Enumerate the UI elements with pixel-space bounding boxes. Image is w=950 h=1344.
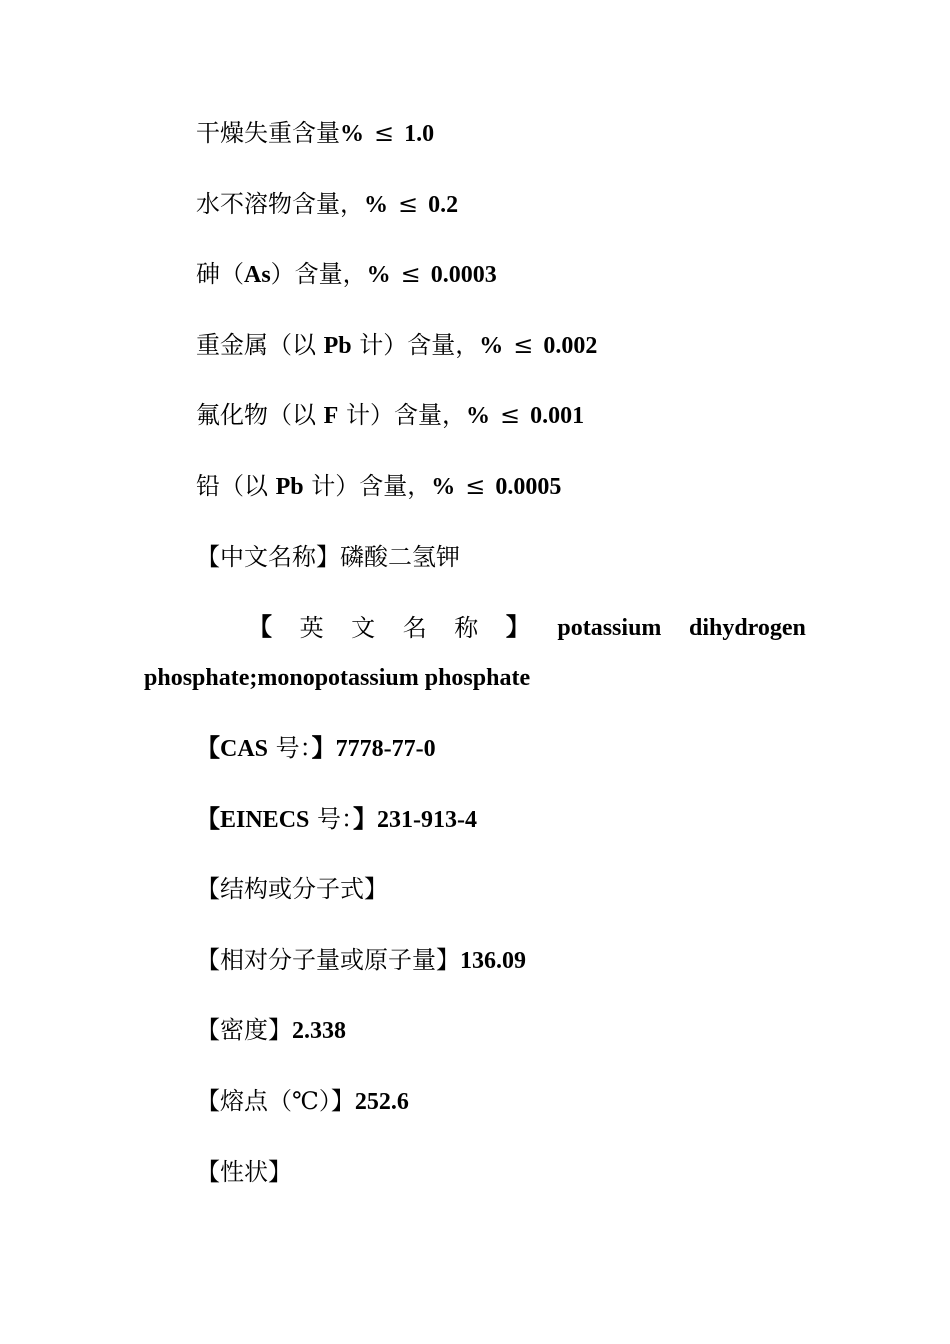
english-name-char: 文 <box>351 614 376 642</box>
spec-label-element: F <box>323 403 339 429</box>
spec-unit: % <box>364 192 388 218</box>
spec-water-insoluble <box>196 189 458 220</box>
appearance-line <box>196 1157 292 1187</box>
cas-value: 7778-77-0 <box>335 736 436 762</box>
spec-label-pre: 砷（ <box>196 260 244 288</box>
spec-label-post: ）含量， <box>270 260 367 288</box>
spec-unit: % <box>479 333 504 359</box>
english-name-bracket-close: 】 <box>505 615 530 641</box>
structure-label: 【结构或分子式】 <box>196 875 388 903</box>
spec-lead <box>196 471 561 502</box>
bracket-open: 【 <box>196 807 220 833</box>
einecs-label: 号： <box>309 805 354 833</box>
bracket-close: 】 <box>311 736 336 762</box>
spec-value: 0.2 <box>428 192 459 218</box>
spec-fluoride <box>196 400 584 431</box>
spec-value: 0.0003 <box>430 262 497 288</box>
english-name-word: potassium <box>557 615 662 641</box>
english-name-char: 英 <box>299 614 324 642</box>
spec-label-post: 计）含量， <box>338 401 466 429</box>
chinese-name-label: 【中文名称】 <box>196 543 340 571</box>
cas-line <box>196 733 436 764</box>
density-label: 【密度】 <box>196 1016 292 1044</box>
molar-mass-value: 136.09 <box>460 948 526 974</box>
spec-label-element: As <box>244 262 271 288</box>
molar-mass-label: 【相对分子量或原子量】 <box>196 946 460 974</box>
cas-label-bold: CAS <box>220 736 269 762</box>
spec-label-element: Pb <box>275 474 304 500</box>
density-line <box>196 1015 346 1046</box>
english-name-word: dihydrogen <box>688 615 806 641</box>
spec-label-post: 计）含量， <box>303 472 432 500</box>
english-name-char: 称 <box>454 614 479 642</box>
melting-point-label: 【熔点（℃）】 <box>196 1087 355 1115</box>
spec-operator: ≤ <box>398 190 419 218</box>
spec-arsenic <box>196 259 497 290</box>
spec-label: 干燥失重含量 <box>196 119 340 147</box>
spec-value: 0.0005 <box>495 474 562 500</box>
cas-label: 号： <box>268 734 312 762</box>
einecs-value: 231-913-4 <box>377 807 477 833</box>
spec-operator: ≤ <box>465 472 486 500</box>
spec-operator: ≤ <box>513 331 534 359</box>
melting-point-line <box>196 1086 409 1117</box>
spec-unit: % <box>431 474 456 500</box>
english-name-line <box>248 613 806 643</box>
chinese-name-line <box>196 542 460 572</box>
english-name-char: 名 <box>402 614 427 642</box>
spec-value: 0.002 <box>543 333 598 359</box>
spec-heavy-metals <box>196 330 597 361</box>
spec-label-pre: 铅（以 <box>196 472 276 500</box>
appearance-label: 【性状】 <box>196 1158 292 1186</box>
spec-operator: ≤ <box>400 260 421 288</box>
spec-value: 1.0 <box>404 121 435 147</box>
english-name-continuation: phosphate;monopotassium phosphate <box>144 665 531 691</box>
spec-label-pre: 氟化物（以 <box>196 401 324 429</box>
molar-mass-line <box>196 945 526 976</box>
spec-operator: ≤ <box>374 119 395 147</box>
spec-unit: % <box>366 262 391 288</box>
einecs-line <box>196 804 477 835</box>
spec-label-element: Pb <box>323 333 352 359</box>
chinese-name-value: 磷酸二氢钾 <box>340 543 460 571</box>
spec-loss-on-drying <box>196 118 434 149</box>
spec-label: 水不溶物含量， <box>196 190 364 218</box>
spec-operator: ≤ <box>499 401 521 429</box>
structure-line <box>196 874 388 904</box>
einecs-label-bold: EINECS <box>220 807 310 833</box>
spec-label-post: 计）含量， <box>351 331 480 359</box>
spec-label-pre: 重金属（以 <box>196 331 324 359</box>
spec-value: 0.001 <box>530 403 585 429</box>
bracket-close: 】 <box>353 807 378 833</box>
spec-unit: % <box>340 121 364 147</box>
bracket-open: 【 <box>196 736 220 762</box>
density-value: 2.338 <box>292 1018 346 1044</box>
spec-unit: % <box>465 403 490 429</box>
english-name-bracket-open: 【 <box>248 615 272 641</box>
melting-point-value: 252.6 <box>354 1089 409 1115</box>
